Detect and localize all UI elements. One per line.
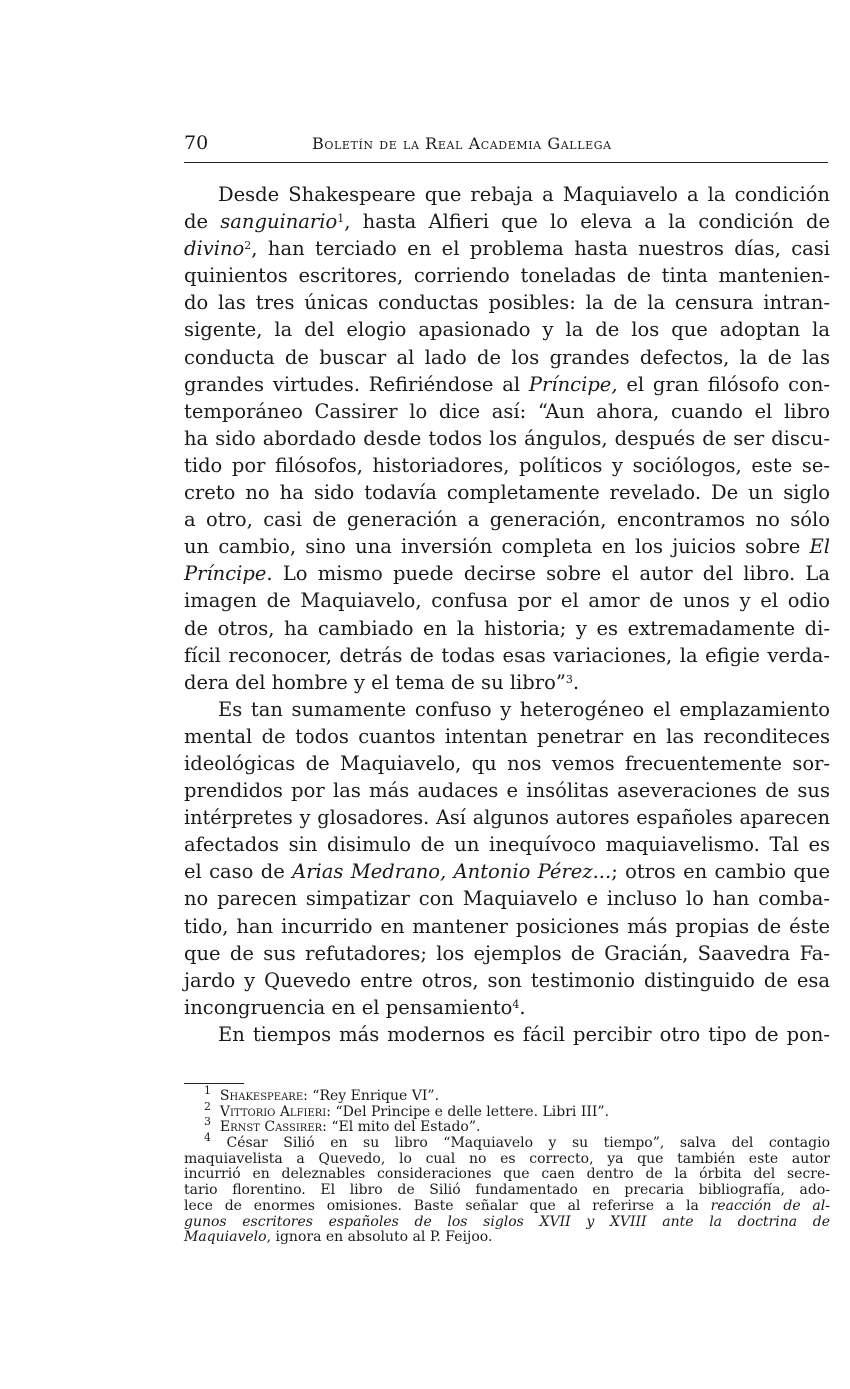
footnote-ref[interactable]: 3	[565, 672, 573, 686]
running-header	[184, 128, 828, 163]
page-number: 70	[184, 132, 209, 154]
text-line: temporáneo Cassirer lo dice así: “Aun ahora, cuando el libro	[184, 399, 830, 423]
text-line: Príncipe. Lo mismo puede decirse sobre el autor del libro. La	[184, 562, 830, 586]
main-text	[184, 181, 830, 1048]
footnote-4-line: maquiavelista a Quevedo, lo cual no es correcto, ya que también este autor	[184, 1150, 830, 1167]
text-line: quinientos escritores, corriendo toneladas de tinta mantenien-	[184, 264, 830, 288]
text-line: conducta de buscar al lado de los grandes defectos, la de las	[184, 345, 830, 369]
text-line: tido por filósofos, historiadores, políticos y sociólogos, este se-	[184, 453, 830, 477]
text-line: imagen de Maquiavelo, confusa por el amor de unos y el odio	[184, 589, 830, 613]
text-line: de otros, ha cambiado en la historia; y es extremadamente di-	[184, 616, 830, 640]
text-line: ideológicas de Maquiavelo, qu nos vemos frecuentemente sor-	[184, 751, 830, 775]
text-line: creto no ha sido todavía completamente revelado. De un siglo	[184, 481, 830, 505]
text-line: Desde Shakespeare que rebaja a Maquiavelo a la condición	[218, 183, 830, 206]
footnote-4-line: gunos escritores españoles de los siglos XVII y XVIII ante la doctrina de	[184, 1213, 830, 1230]
text-line: fícil reconocer, detrás de todas esas variaciones, la efigie verda-	[184, 643, 830, 667]
footnote-ref[interactable]: 2	[244, 239, 252, 253]
text-line: que de sus refutadores; los ejemplos de Gracián, Saavedra Fa-	[184, 941, 830, 965]
footnote-divider	[184, 1083, 244, 1084]
text-line: incongruencia en el pensamiento$^4$.	[184, 995, 526, 1019]
text-line: En tiempos más modernos es fácil percibir otro tipo de pon-	[218, 1022, 830, 1046]
text-line: no parecen simpatizar con Maquiavelo e incluso lo han comba-	[184, 887, 830, 911]
footnote-ref[interactable]: 4	[512, 997, 520, 1011]
text-line: grandes virtudes. Refiriéndose al Príncipe, el gran filósofo con-	[184, 372, 830, 396]
footnote-4-line: Maquiavelo, ignora en absoluto al P. Feijoo.	[184, 1229, 493, 1246]
running-title: Boletín de la Real Academia Gallega	[312, 134, 612, 153]
text-line: intérpretes y glosadores. Así algunos autores españoles aparecen	[184, 806, 830, 830]
footnote-4-line: lece de enormes omisiones. Baste señalar que al referirse a la reacción de al-	[184, 1197, 830, 1214]
text-line: Es tan sumamente confuso y heterogéneo el emplazamiento	[218, 697, 830, 721]
text-line: dera del hombre y el tema de su libro”$^3$.	[184, 670, 580, 694]
footnote-ref[interactable]: 1	[337, 212, 345, 226]
text-line: jardo y Quevedo entre otros, son testimonio distinguido de esa	[184, 968, 830, 992]
footnotes	[184, 1084, 830, 1246]
text-line: el caso de Arias Medrano, Antonio Pérez...; otros en cambio que	[184, 860, 830, 884]
text-line: ha sido abordado desde todos los ángulos, después de ser discu-	[184, 426, 830, 450]
footnote-4-line: tario florentino. El libro de Silió fundamentado en precaria bibliografía, ado-	[184, 1182, 830, 1199]
text-line: mental de todos cuantos intentan penetrar en las reconditeces	[184, 724, 830, 748]
footnote-1: $^1$ Shakespeare: “Rey Enrique VI”.	[204, 1084, 440, 1104]
footnote-4: $^4$ César Silió en su libro “Maquiavelo y su tiempo”, salva del contagio	[204, 1131, 830, 1152]
text-line: afectados sin disimulo de un inequívoco maquiavelismo. Tal es	[184, 833, 830, 857]
footnote-3: $^3$ Ernst Cassirer: “El mito del Estado”.	[204, 1115, 481, 1136]
text-line: divino$^2$, han terciado en el problema hasta nuestros días, casi	[184, 237, 830, 261]
text-line: prendidos por las más audaces e insólitas aseveraciones de sus	[184, 779, 830, 803]
text-line: un cambio, sino una inversión completa en los juicios sobre El	[184, 535, 830, 559]
text-line: a otro, casi de generación a generación, encontramos no sólo	[184, 508, 830, 532]
text-line: de sanguinario$^1$, hasta Alfieri que lo eleva a la condición de	[184, 210, 830, 234]
text-line: sigente, la del elogio apasionado y la de los que adoptan la	[184, 318, 830, 342]
footnote-2: $^2$ Vittorio Alfieri: “Del Principe e delle lettere. Libri III”.	[204, 1099, 610, 1120]
text-line: do las tres únicas conductas posibles: la de la censura intran-	[184, 291, 830, 315]
footnote-4-line: incurrió en deleznables consideraciones que caen dentro de la órbita del secre-	[184, 1166, 830, 1183]
text-line: tido, han incurrido en mantener posiciones más propias de éste	[184, 914, 830, 938]
